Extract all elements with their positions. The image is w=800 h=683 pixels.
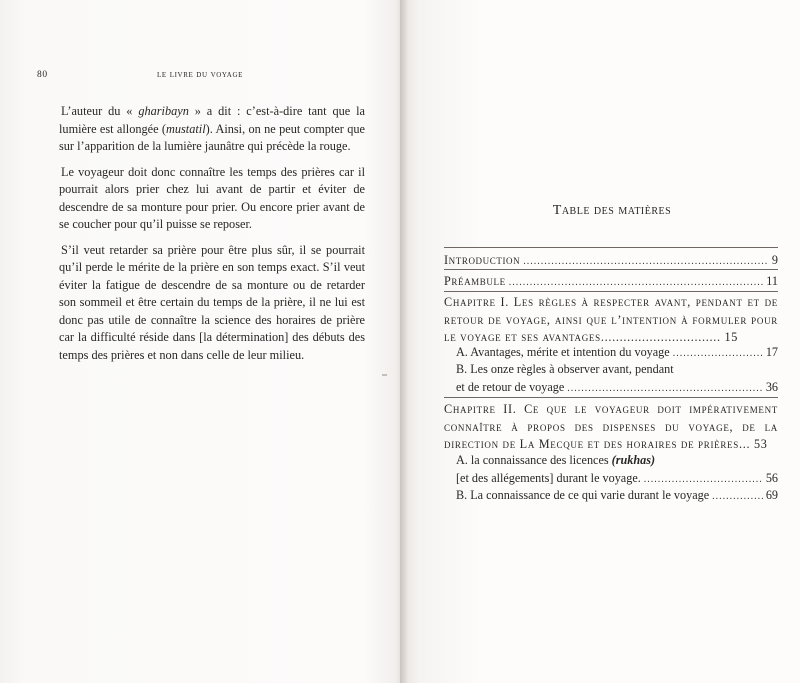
toc-rule (444, 397, 778, 398)
toc-page-chapter-2-a: 56 (765, 470, 778, 485)
toc-entry-chapter-2 (444, 401, 778, 454)
toc-label-chapter-1-a: A. Avantages, mérite et intention du voyage (456, 345, 670, 359)
toc-page-preambule: 11 (766, 274, 778, 288)
toc-label-chapter-1: Chapitre I. Les règles à respecter avant, pendant et de retour de voyage, ainsi que l’intention à formuler pour le voyage et ses avantages (444, 295, 778, 344)
paragraph-1-text-b: » a dit : c’est-à-dire tant que la lumière est allongée ( (59, 104, 365, 136)
toc-label-chapter-2-a-line1 (456, 452, 778, 470)
page-speck (382, 374, 387, 376)
toc-label-introduction: Introduction (444, 253, 521, 267)
toc-entry-chapter-1-b (456, 361, 778, 397)
toc-label-chapter-2-b: B. La connaissance de ce qui varie durant le voyage (456, 488, 710, 502)
leader-dots (712, 488, 763, 506)
leader-dots (673, 345, 763, 363)
page-number: 80 (37, 70, 48, 80)
toc-label-chapter-2-a-text: A. la connaissance des licences (456, 453, 612, 467)
toc-page-chapter-1: 15 (724, 330, 739, 344)
toc-page-chapter-2: 53 (753, 437, 768, 451)
toc-page-chapter-1-b: 36 (765, 379, 778, 394)
toc-entry-chapter-2-a (456, 452, 778, 488)
toc-entry-chapter-1-a (456, 344, 778, 363)
toc-page-introduction: 9 (771, 253, 778, 267)
leader-dots (509, 277, 764, 288)
toc-page-chapter-1-a: 17 (765, 345, 778, 359)
leader-dots: ... (738, 437, 751, 451)
toc-page-chapter-2-b: 69 (765, 488, 778, 502)
toc-entry-introduction (444, 253, 778, 268)
toc-label-chapter-2-a-italic: (rukhas) (611, 453, 656, 467)
paragraph-1 (59, 103, 365, 156)
paragraph-1-text-a: L’auteur du « (61, 104, 139, 118)
toc-label-chapter-2: Chapitre II. Ce que le voyageur doit impérativement connaître à propos des dispenses du voyage, de la direction de La Mecque et des horaires de prières (444, 402, 778, 451)
toc-entry-chapter-2-b (456, 487, 778, 506)
leader-dots (644, 471, 763, 489)
leader-dots (567, 380, 763, 398)
toc-label-preambule: Préambule (444, 274, 506, 288)
toc-chapter-2-heading (444, 401, 778, 454)
paragraph-1-text-c: ). Ainsi, on ne peut compter que sur l’apparition de la lumière jaunâtre qui précède la rouge. (59, 121, 365, 153)
running-head-title: le livre du voyage (157, 70, 243, 80)
toc-label-chapter-2-a-line2: [et des allégements] durant le voyage. (456, 470, 641, 485)
paragraph-2: Le voyageur doit donc connaître les temps des prières car il pourrait alors prier chez lui avant de partir et éviter de descendre de sa monture pour prier. Ou encore prier avant de se coucher pour qu’il puisse se reposer. (59, 164, 365, 231)
toc-rule (444, 269, 778, 270)
book-gutter (400, 0, 408, 683)
left-page-body (59, 103, 365, 372)
toc-entry-chapter-1 (444, 294, 778, 347)
toc-rule (444, 291, 778, 292)
leader-dots: ................................ (600, 330, 721, 344)
paragraph-3: S’il veut retarder sa prière pour être plus sûr, il se pourrait qu’il perde le mérite de la prière en son temps exact. S’il veut éviter la fatigue de descendre de sa monture ou de retarder son sommeil et être certain du temps de la prière, il ne lui est donc pas utile de connaître la science des horaires de prière car la difficulté réside dans [la détermination] des débuts des temps des prières et non dans celle de leur milieu. (59, 242, 365, 362)
toc-rule (444, 247, 778, 248)
toc-entry-preambule (444, 274, 778, 289)
paragraph-1-italic-a: gharibayn (138, 104, 189, 118)
toc-title: Table des matières (552, 203, 672, 218)
toc-label-chapter-1-b-line2: et de retour de voyage (456, 379, 565, 394)
paragraph-1-italic-b: mustatil (165, 121, 206, 136)
toc-chapter-1-heading (444, 294, 778, 347)
toc-label-chapter-1-b-line1: B. Les onze règles à observer avant, pendant (456, 362, 674, 376)
leader-dots (523, 256, 769, 267)
